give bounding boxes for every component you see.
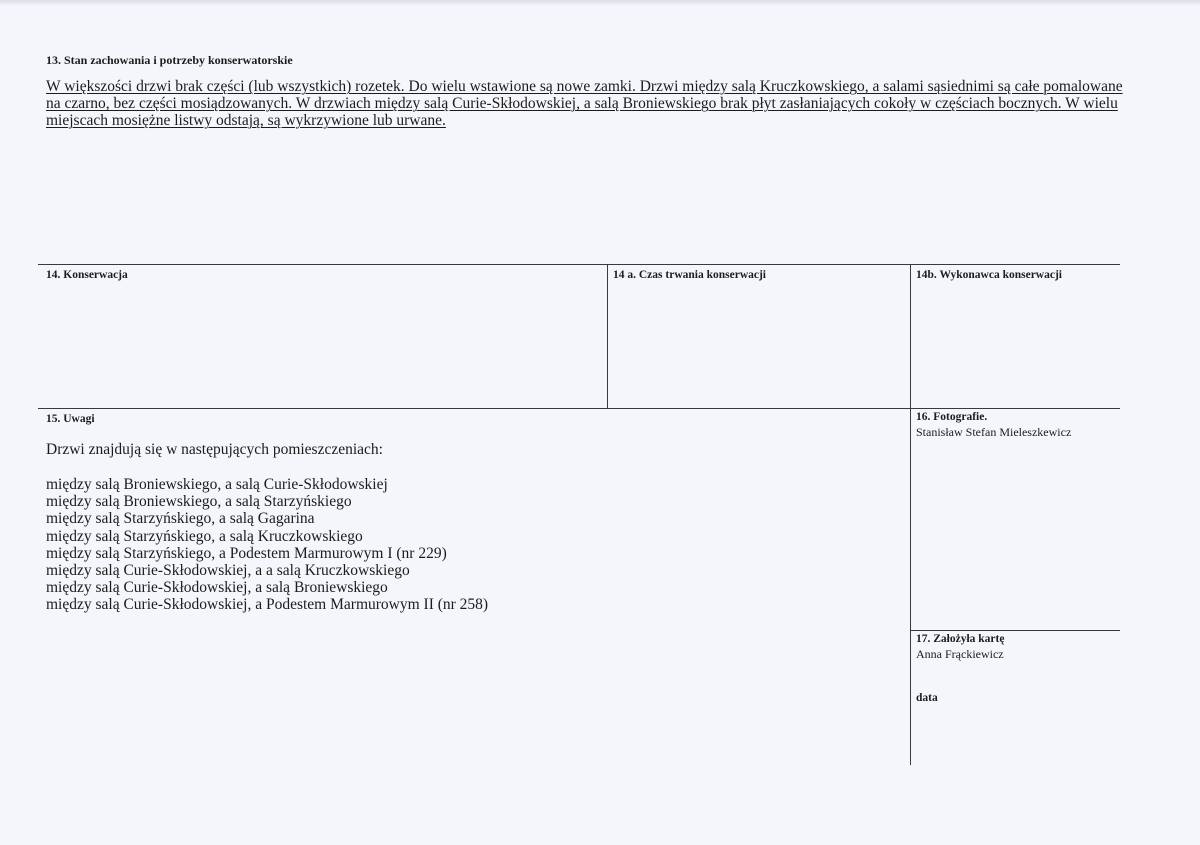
column-divider-right xyxy=(910,264,911,765)
list-item: między salą Curie-Skłodowskiej, a a salą Kruczkowskiego xyxy=(46,562,410,580)
list-item: między salą Starzyńskiego, a Podestem Marmurowym I (nr 229) xyxy=(46,544,447,562)
section-13-heading: 13. Stan zachowania i potrzeby konserwatorskie xyxy=(46,53,293,67)
row-divider-14-15 xyxy=(38,408,1120,409)
list-item: między salą Broniewskiego, a salą Starzyńskiego xyxy=(46,493,352,511)
section-15-intro: Drzwi znajdują się w następujących pomieszczeniach: xyxy=(46,441,383,458)
section-16-label: 16. Fotografie. xyxy=(916,411,988,423)
section-14a-label: 14 a. Czas trwania konserwacji xyxy=(613,269,766,281)
list-item: między salą Starzyńskiego, a salą Gagarina xyxy=(46,510,315,528)
section-15-label: 15. Uwagi xyxy=(46,413,95,425)
list-item: między salą Broniewskiego, a salą Curie-Skłodowskiej xyxy=(46,476,388,493)
photographer-name: Stanisław Stefan Mieleszkewicz xyxy=(916,425,1072,439)
card-author-name: Anna Frąckiewicz xyxy=(916,647,1004,661)
list-item: między salą Starzyńskiego, a salą Kruczkowskiego xyxy=(46,527,363,545)
scan-top-edge xyxy=(0,0,1200,6)
table-top-rule xyxy=(38,264,1120,265)
section-17-label: 17. Założyła kartę xyxy=(916,633,1005,645)
list-item: między salą Curie-Skłodowskiej, a salą Broniewskiego xyxy=(46,579,388,597)
section-14b-label: 14b. Wykonawca konserwacji xyxy=(916,269,1062,281)
column-divider-14-14a xyxy=(607,264,608,409)
section-14-label: 14. Konserwacja xyxy=(46,269,128,281)
row-divider-16-17 xyxy=(910,630,1120,631)
list-item: między salą Curie-Skłodowskiej, a Podestem Marmurowym II (nr 258) xyxy=(46,596,489,614)
date-label: data xyxy=(916,692,938,704)
section-13-condition-text: W większości drzwi brak części (lub wszystkich) rozetek. Do wielu wstawione są nowe zamki. Drzwi między salą Kruczkowskiego, a salami sąsiednimi są całe pomalowane na czarno, bez części mosiądzowanych. W drzwiach między salą Curie-Skłodowskiej, a salą Broniewskiego brak płyt zasłaniających cokoły w częściach bocznych. W wielu miejscach mosiężne listwy odstają, są wykrzywione lub urwane. xyxy=(46,78,1123,129)
room-list xyxy=(46,476,488,614)
